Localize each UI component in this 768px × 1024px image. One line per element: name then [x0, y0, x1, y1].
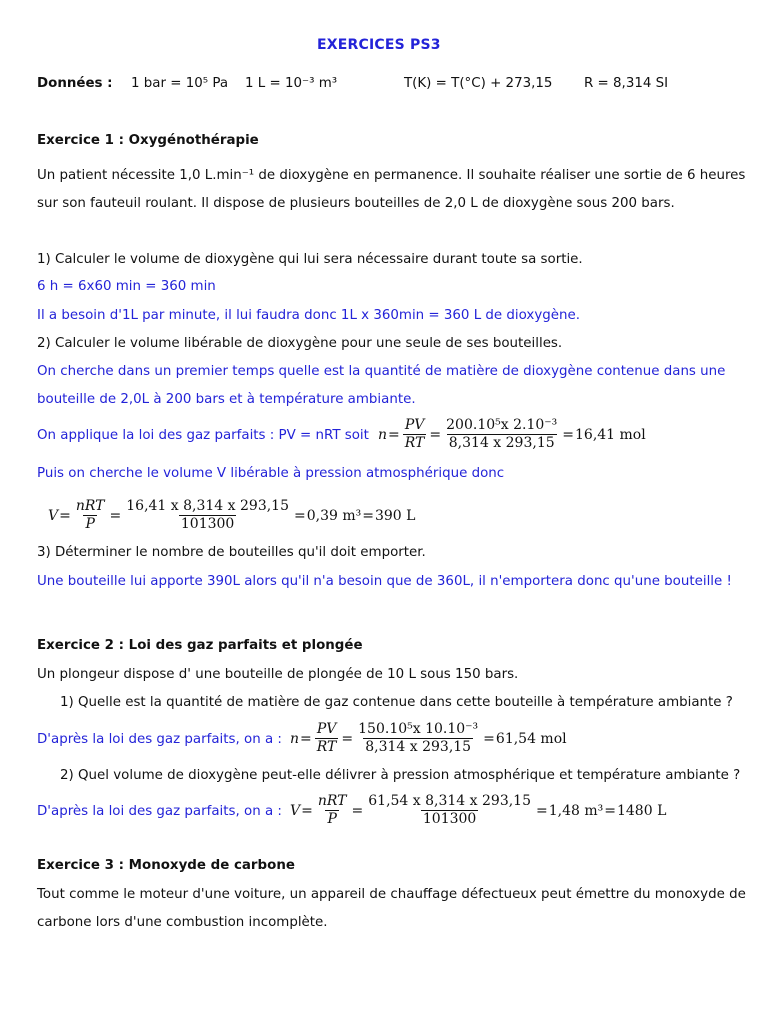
exercise-3-intro-line-2: carbone lors d'une combustion incomplète. — [37, 915, 328, 930]
exercise-2-intro: Un plongeur dispose d' une bouteille de plongée de 10 L sous 150 bars. — [37, 667, 519, 682]
exercise-1-title: Exercice 1 : Oxygénothérapie — [37, 133, 259, 148]
equation-lhs: n — [378, 426, 388, 443]
fraction-nrt-p: $\frac{\text{nRT}}{P}$ — [317, 793, 347, 827]
exercise-1-answer-2-line-2: bouteille de 2,0L à 200 bars et à température ambiante. — [37, 392, 416, 407]
fraction-numeric: $\frac{\text{200.10⁵x 2.10⁻³}}{8,314 x 293,15}$ — [446, 417, 558, 451]
equation-lhs: V — [48, 507, 59, 524]
fraction-pv-rt: $\frac{PV}{RT}$ — [404, 417, 425, 451]
equation-ex1-moles: n = $\frac{PV}{RT}$ = $\frac{\text{200.10⁵x 2.10⁻³}}{8,314 x 293,15}$ = 16,41 mol — [378, 417, 646, 451]
exercise-1-question-3: 3) Déterminer le nombre de bouteilles qu'il doit emporter. — [37, 545, 426, 560]
equation-result: 16,41 mol — [575, 426, 646, 443]
fraction-pv-rt: $\frac{PV}{RT}$ — [316, 721, 337, 755]
equation-result-litres: 1480 L — [616, 802, 667, 819]
equation-ex2-volume: V = $\frac{\text{nRT}}{P}$ = $\frac{61,54 x 8,314 x 293,15}{101300}$ = 1,48 m³ = 1480 L — [290, 793, 667, 827]
donnees-r: R = 8,314 SI — [584, 76, 669, 91]
page-title: EXERCICES PS3 — [317, 37, 441, 53]
equation-result-m3: 1,48 m³ — [548, 802, 604, 819]
donnees-litre: 1 L = 10⁻³ m³ — [245, 76, 338, 91]
exercise-2-question-2: 2) Quel volume de dioxygène peut-elle délivrer à pression atmosphérique et température ambiante ? — [60, 768, 741, 783]
exercise-1-answer-1-line-2: Il a besoin d'1L par minute, il lui faudra donc 1L x 360min = 360 L de dioxygène. — [37, 308, 580, 323]
donnees-temperature: T(K) = T(°C) + 273,15 — [404, 76, 553, 91]
fraction-nrt-p: $\frac{\text{nRT}}{P}$ — [75, 498, 105, 532]
exercise-1-answer-3: Une bouteille lui apporte 390L alors qu'il n'a besoin que de 360L, il n'emportera donc qu'une bouteille ! — [37, 574, 732, 589]
equation-ex2-moles: n = $\frac{PV}{RT}$ = $\frac{\text{150.10⁵x 10.10⁻³}}{8,314 x 293,15}$ = 61,54 mol — [290, 721, 567, 755]
exercise-1-question-1: 1) Calculer le volume de dioxygène qui lui sera nécessaire durant toute sa sortie. — [37, 252, 583, 267]
donnees-label: Données : — [37, 76, 113, 91]
equation-lhs: V — [290, 802, 301, 819]
donnees-bar: 1 bar = 10⁵ Pa — [131, 76, 229, 91]
exercise-1-answer-1-line-1: 6 h = 6x60 min = 360 min — [37, 279, 216, 294]
equation-result: 61,54 mol — [495, 730, 567, 747]
fraction-numeric: $\frac{\text{150.10⁵x 10.10⁻³}}{8,314 x 293,15}$ — [358, 721, 479, 755]
exercise-3-title: Exercice 3 : Monoxyde de carbone — [37, 858, 295, 873]
fraction-numeric: $\frac{61,54 x 8,314 x 293,15}{101300}$ — [368, 793, 531, 827]
exercise-2-answer-1-label: D'après la loi des gaz parfaits, on a : — [37, 732, 282, 747]
equation-ex1-volume: V = $\frac{\text{nRT}}{P}$ = $\frac{16,41 x 8,314 x 293,15}{101300}$ = 0,39 m³ = 390 L — [48, 498, 416, 532]
exercise-1-question-2: 2) Calculer le volume libérable de dioxygène pour une seule de ses bouteilles. — [37, 336, 563, 351]
exercise-2-question-1: 1) Quelle est la quantité de matière de gaz contenue dans cette bouteille à température ambiante ? — [60, 695, 733, 710]
exercise-2-title: Exercice 2 : Loi des gaz parfaits et plongée — [37, 638, 363, 653]
exercise-3-intro-line-1: Tout comme le moteur d'une voiture, un appareil de chauffage défectueux peut émettre du monoxyde de — [37, 887, 746, 902]
equation-result-m3: 0,39 m³ — [306, 507, 362, 524]
equation-result-litres: 390 L — [374, 507, 416, 524]
equation-lhs: n — [290, 730, 300, 747]
exercise-1-intro-line-2: sur son fauteuil roulant. Il dispose de plusieurs bouteilles de 2,0 L de dioxygène sous 200 bars. — [37, 196, 675, 211]
exercise-1-answer-2-line-4: Puis on cherche le volume V libérable à pression atmosphérique donc — [37, 466, 505, 481]
exercise-2-answer-2-label: D'après la loi des gaz parfaits, on a : — [37, 804, 282, 819]
fraction-numeric: $\frac{16,41 x 8,314 x 293,15}{101300}$ — [126, 498, 289, 532]
exercise-1-intro-line-1: Un patient nécessite 1,0 L.min⁻¹ de dioxygène en permanence. Il souhaite réaliser une sortie de 6 heures — [37, 168, 746, 183]
exercise-1-answer-2-line-3: On applique la loi des gaz parfaits : PV = nRT soit — [37, 428, 369, 443]
exercise-1-answer-2-line-1: On cherche dans un premier temps quelle est la quantité de matière de dioxygène contenue dans une — [37, 364, 726, 379]
